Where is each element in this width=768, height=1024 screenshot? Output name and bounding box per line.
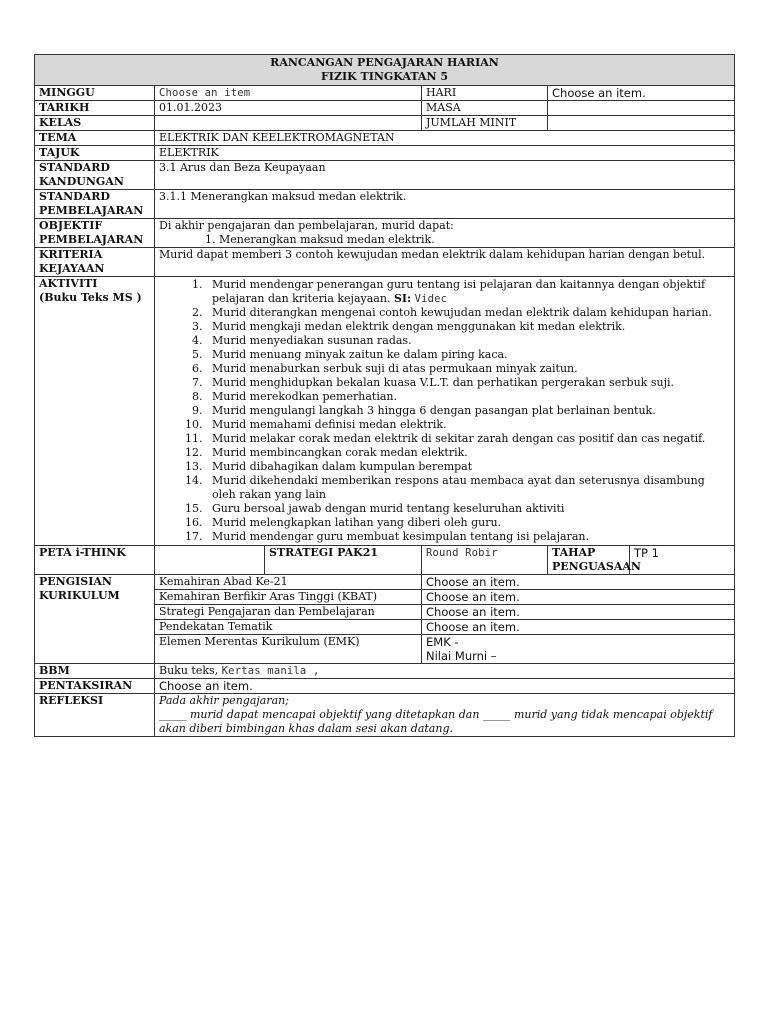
peta-value[interactable] xyxy=(155,546,265,575)
si-value[interactable]: Videc xyxy=(414,293,448,305)
kriteria-row xyxy=(35,248,735,277)
pengisian-item-dropdown[interactable]: Choose an item. xyxy=(422,620,735,635)
bbm-prefix: Buku teks, xyxy=(159,664,219,677)
strategi-value[interactable]: Round Robir xyxy=(422,546,548,575)
aktiviti-label-cell xyxy=(35,277,155,546)
aktiviti-item xyxy=(206,390,730,404)
tajuk-value[interactable]: ELEKTRIK xyxy=(155,146,735,161)
pengisian-label: PENGISIAN KURIKULUM xyxy=(35,575,155,664)
aktiviti-item xyxy=(206,446,730,460)
aktiviti-label: AKTIVITI xyxy=(39,277,98,290)
aktiviti-row xyxy=(35,277,735,546)
refleksi-line-1: Pada akhir pengajaran; xyxy=(159,694,289,707)
refleksi-row xyxy=(35,694,735,737)
aktiviti-list xyxy=(159,278,730,544)
pentaksiran-dropdown[interactable]: Choose an item. xyxy=(155,679,735,694)
header-row xyxy=(35,55,735,86)
tarikh-label: TARIKH xyxy=(35,101,155,116)
kriteria-label: KRITERIA KEJAYAAN xyxy=(35,248,155,277)
tema-label: TEMA xyxy=(35,131,155,146)
aktiviti-item xyxy=(206,278,730,306)
tahap-value[interactable]: TP 1 xyxy=(630,546,735,575)
aktiviti-item xyxy=(206,474,730,502)
minggu-dropdown[interactable]: Choose an item xyxy=(155,86,422,101)
aktiviti-item-text: Murid melakar corak medan elektrik di sekitar zarah dengan cas positif dan cas negatif. xyxy=(212,432,706,445)
subtitle-line: FIZIK TINGKATAN 5 xyxy=(320,70,448,83)
kelas-row xyxy=(35,116,735,131)
tahap-label: TAHAP PENGUASAAN xyxy=(548,546,630,575)
pengisian-item-name: Pendekatan Tematik xyxy=(155,620,422,635)
pengisian-item-name: Kemahiran Berfikir Aras Tinggi (KBAT) xyxy=(155,590,422,605)
pentaksiran-label: PENTAKSIRAN xyxy=(35,679,155,694)
kriteria-value[interactable]: Murid dapat memberi 3 contoh kewujudan medan elektrik dalam kehidupan harian dengan betul. xyxy=(155,248,735,277)
aktiviti-item-text: Murid membincangkan corak medan elektrik. xyxy=(212,446,468,459)
aktiviti-item-text: Murid mengkaji medan elektrik dengan menggunakan kit medan elektrik. xyxy=(212,320,626,333)
minggu-row xyxy=(35,86,735,101)
pengisian-item-dropdown[interactable]: Choose an item. xyxy=(422,590,735,605)
aktiviti-item-text: Guru bersoal jawab dengan murid tentang keseluruhan aktiviti xyxy=(212,502,565,515)
document-title xyxy=(35,55,735,86)
standard-pembelajaran-value[interactable]: 3.1.1 Menerangkan maksud medan elektrik. xyxy=(155,190,735,219)
kelas-field[interactable] xyxy=(155,116,422,131)
pengisian-row-1 xyxy=(35,575,735,590)
masa-label: MASA xyxy=(422,101,548,116)
refleksi-cell[interactable] xyxy=(155,694,735,737)
tema-value[interactable]: ELEKTRIK DAN KEELEKTROMAGNETAN xyxy=(155,131,735,146)
objektif-intro: Di akhir pengajaran dan pembelajaran, murid dapat: xyxy=(159,219,454,232)
standard-kandungan-value[interactable]: 3.1 Arus dan Beza Keupayaan xyxy=(155,161,735,190)
tema-row xyxy=(35,131,735,146)
aktiviti-cell[interactable] xyxy=(155,277,735,546)
emk-name: Elemen Merentas Kurikulum (EMK) xyxy=(155,635,422,664)
refleksi-label: REFLEKSI xyxy=(35,694,155,737)
masa-field[interactable] xyxy=(548,101,735,116)
objektif-item: 1. Menerangkan maksud medan elektrik. xyxy=(205,233,435,246)
emk-cell[interactable] xyxy=(422,635,735,664)
nilai-murni-line: Nilai Murni – xyxy=(426,649,497,663)
peta-row xyxy=(35,546,735,575)
standard-kandungan-label: STANDARD KANDUNGAN xyxy=(35,161,155,190)
bbm-cell[interactable] xyxy=(155,664,735,679)
aktiviti-item-text: Murid menghidupkan bekalan kuasa V.L.T. dan perhatikan pergerakan serbuk suji. xyxy=(212,376,674,389)
pentaksiran-row xyxy=(35,679,735,694)
aktiviti-item-text: Murid merekodkan pemerhatian. xyxy=(212,390,397,403)
bbm-row xyxy=(35,664,735,679)
aktiviti-item-text: Murid menyediakan susunan radas. xyxy=(212,334,412,347)
aktiviti-item-text: Murid melengkapkan latihan yang diberi oleh guru. xyxy=(212,516,502,529)
kelas-label: KELAS xyxy=(35,116,155,131)
objektif-row xyxy=(35,219,735,248)
aktiviti-sublabel: (Buku Teks MS ) xyxy=(39,291,142,304)
pengisian-item-name: Kemahiran Abad Ke-21 xyxy=(155,575,422,590)
pengisian-item-name: Strategi Pengajaran dan Pembelajaran xyxy=(155,605,422,620)
aktiviti-item-text: Murid dikehendaki memberikan respons atau membaca ayat dan seterusnya disambung oleh rakan yang lain xyxy=(212,474,705,501)
lesson-plan-table xyxy=(34,54,735,737)
aktiviti-item xyxy=(206,320,730,334)
aktiviti-item-text: Murid menaburkan serbuk suji di atas permukaan minyak zaitun. xyxy=(212,362,578,375)
aktiviti-item xyxy=(206,530,730,544)
objektif-cell[interactable] xyxy=(155,219,735,248)
strategi-label: STRATEGI PAK21 xyxy=(265,546,422,575)
standard-pembelajaran-row xyxy=(35,190,735,219)
hari-dropdown[interactable]: Choose an item. xyxy=(548,86,735,101)
aktiviti-item-text: Murid mendengar penerangan guru tentang isi pelajaran dan kaitannya dengan objektif pelajaran dan kriteria kejayaan. xyxy=(212,278,706,305)
aktiviti-item xyxy=(206,348,730,362)
tarikh-field[interactable]: 01.01.2023 xyxy=(155,101,422,116)
tarikh-row xyxy=(35,101,735,116)
peta-label: PETA i-THINK xyxy=(35,546,155,575)
aktiviti-item xyxy=(206,432,730,446)
aktiviti-item-text: Murid memahami definisi medan elektrik. xyxy=(212,418,447,431)
emk-line: EMK - xyxy=(426,635,459,649)
aktiviti-item xyxy=(206,376,730,390)
hari-label: HARI xyxy=(422,86,548,101)
si-label: SI: xyxy=(393,292,412,305)
standard-pembelajaran-label: STANDARD PEMBELAJARAN xyxy=(35,190,155,219)
aktiviti-item xyxy=(206,404,730,418)
aktiviti-item-text: Murid menuang minyak zaitun ke dalam piring kaca. xyxy=(212,348,508,361)
refleksi-line-2: _____ murid dapat mencapai objektif yang ditetapkan dan _____ murid yang tidak mencapai objektif akan diberi bimbingan khas dalam sesi akan datang. xyxy=(159,708,713,735)
jumlah-minit-field[interactable] xyxy=(548,116,735,131)
aktiviti-item-text: Murid dibahagikan dalam kumpulan berempat xyxy=(212,460,473,473)
tajuk-row xyxy=(35,146,735,161)
bbm-value: Kertas manila , xyxy=(221,665,320,677)
aktiviti-item-text: Murid mengulangi langkah 3 hingga 6 dengan pasangan plat berlainan bentuk. xyxy=(212,404,656,417)
aktiviti-item-text: Murid mendengar guru membuat kesimpulan tentang isi pelajaran. xyxy=(212,530,589,543)
bbm-label: BBM xyxy=(35,664,155,679)
aktiviti-item xyxy=(206,362,730,376)
minggu-label: MINGGU xyxy=(35,86,155,101)
aktiviti-item xyxy=(206,418,730,432)
aktiviti-item xyxy=(206,334,730,348)
standard-kandungan-row xyxy=(35,161,735,190)
aktiviti-item xyxy=(206,516,730,530)
pengisian-item-dropdown[interactable]: Choose an item. xyxy=(422,575,735,590)
aktiviti-item-text: Murid diterangkan mengenai contoh kewujudan medan elektrik dalam kehidupan harian. xyxy=(212,306,712,319)
tajuk-label: TAJUK xyxy=(35,146,155,161)
pengisian-item-dropdown[interactable]: Choose an item. xyxy=(422,605,735,620)
objektif-label: OBJEKTIF PEMBELAJARAN xyxy=(35,219,155,248)
aktiviti-item xyxy=(206,306,730,320)
jumlah-minit-label: JUMLAH MINIT xyxy=(422,116,548,131)
aktiviti-item xyxy=(206,502,730,516)
title-line: RANCANGAN PENGAJARAN HARIAN xyxy=(270,56,499,69)
aktiviti-item xyxy=(206,460,730,474)
